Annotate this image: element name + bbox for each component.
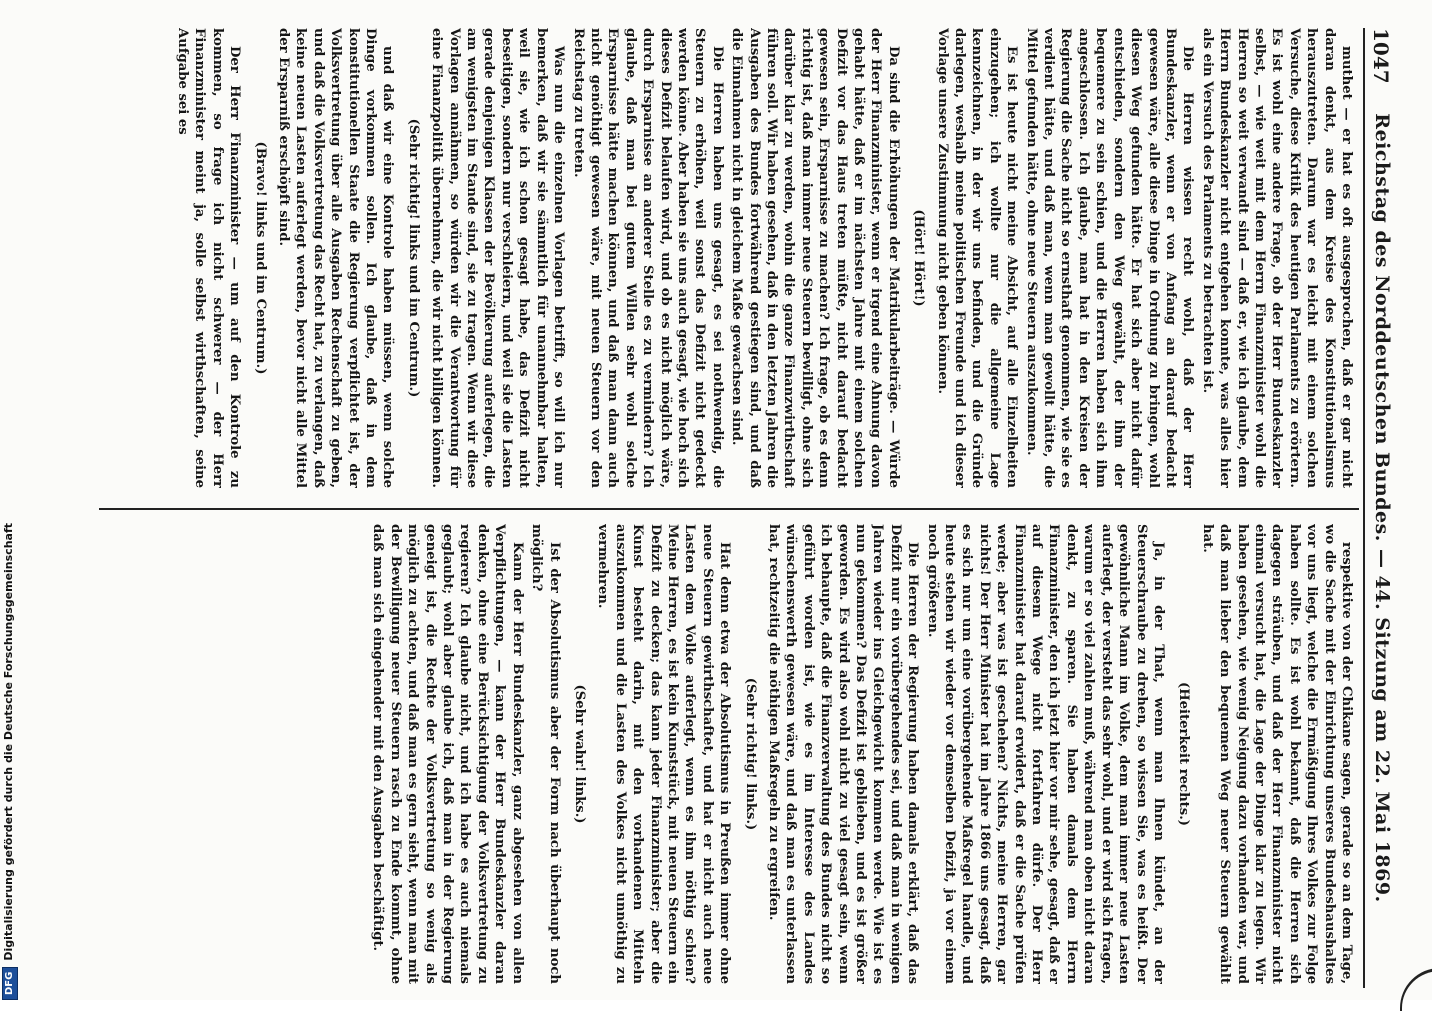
paragraph: Die Herren wissen recht wohl, daß der Herr Bundeskanzler, wenn er von Anfang an darauf bedacht gewesen wäre, alle diese Dinge in Ordnung zu bringen, wohl diesen Weg gefunden hätte. Er hat sich aber nicht dafür entschieden, sondern den Weg gewählt, der ihm der bequemere zu sein schien, und die Herren haben sich ihm angeschlossen. Ich glaube, man hat in den Kreisen der Regierung die Sache nicht so ernsthaft genommen, wie sie es verdient hätte, und daß man, wenn man gewollt hätte, die Mittel gefunden hätte, ohne neue Steuern auszukommen. xyxy=(1023,28,1196,488)
digitization-credit xyxy=(2,0,18,1000)
credit-text: Digitalisierung gefördert durch die Deutsche Forschungsgemeinschaft xyxy=(2,522,15,961)
rotated-newspaper-page xyxy=(85,28,1395,988)
remark: (Heiterkeit rechts.) xyxy=(1176,681,1192,827)
page-number: 1047 xyxy=(1369,28,1393,84)
remark: (Hört! Hört!) xyxy=(911,209,927,307)
paragraph: Es ist heute nicht meine Absicht, auf alle Einzelheiten einzugehen; ich wollte nur die allgemeine Lage kennzeichnen, in der wir uns befinden, und die Gründe darlegen, weshalb meine politischen Freunde und ich dieser Vorlage unsere Zustimmung nicht geben können. xyxy=(934,28,1020,488)
remark: (Sehr richtig! links und im Centrum.) xyxy=(405,118,421,398)
dfg-logo: DFG xyxy=(2,967,18,1000)
paragraph: Was nun die einzelnen Vorlagen betrifft, so will ich nur bemerken, daß wir sie sämmtlich für unannehmbar halten, weil sie, wie ich schon gesagt habe, das Defizit nicht beseitigen, sondern nur verschleiern, und weil sie die Lasten gerade denjenigen Klassen der Bevölkerung auferlegen, die am wenigsten im Stande sind, sie zu tragen. Wenn wir diese Vorlagen annähmen, so würden wir die Verantwortung für eine Finanzpolitik übernehmen, die wir nicht billigen können. xyxy=(429,28,567,488)
text-column-right xyxy=(95,524,1355,984)
paragraph: und daß wir eine Kontrole haben müssen, wenn solche Dinge vorkommen sollen. Ich glaube, daß in dem konstitutionellen Staate die Regierung verpflichtet ist, der Volksvertretung über alle Ausgaben Rechenschaft zu geben, und daß die Volksvertretung das Recht hat, zu verlangen, daß keine neuen Lasten auferlegt werden, bevor nicht alle Mittel der Ersparniß erschöpft sind. xyxy=(276,28,396,488)
paragraph: Kann der Herr Bundeskanzler, ganz abgesehen von allen Verpflichtungen, — kann der Herr Bundeskanzler daran denken, ohne eine Berücksichtigung der Volksvertretung zu regieren? Ich glaube nicht, und ich habe es auch niemals geglaubt; wohl aber glaube ich, daß man in der Regierung geneigt ist, die Rechte der Volksvertretung so wenig als möglich zu achten, und daß man es gern sieht, wenn man mit der Bewilligung neuer Steuern rasch zu Ende kommt, ohne daß man sich eingehender mit den Ausgaben beschäftigt. xyxy=(370,524,525,984)
page-edge-curl xyxy=(1400,968,1432,1011)
page-title: Reichstag des Norddeutschen Bundes. — 44. Sitzung am 22. Mai 1869. xyxy=(1371,113,1393,903)
remark: (Sehr richtig! links.) xyxy=(742,677,758,831)
paragraph: Ist der Absolutismus aber der Form nach überhaupt noch möglich? xyxy=(529,524,562,984)
paragraph: Die Herren haben uns gesagt, es sei nothwendig, die Steuern zu erhöhen, weil sonst das Defizit nicht gedeckt werden könne. Aber haben sie uns auch gesagt, wie hoch sich dieses Defizit belaufen wird, und ob es nicht möglich wäre, durch Ersparnisse an anderer Stelle es zu vermindern? Ich glaube, daß man bei gutem Willen sehr wohl solche Ersparnisse hätte machen können, und daß man dann auch nicht genöthigt gewesen wäre, mit neuen Steuern vor den Reichstag zu treten. xyxy=(570,28,725,488)
paragraph: Da sind die Erhöhungen der Matrikularbeiträge. — Würde der Herr Finanzminister, wenn er irgend eine Ahnung davon gehabt hätte, daß er im nächsten Jahre mit einem solchen Defizit vor das Haus treten müßte, nicht darauf bedacht gewesen sein, Ersparnisse zu machen? Ich frage, ob es denn richtig ist, daß man immer neue Steuern bewilligt, ohne sich darüber klar zu werden, wohin die ganze Finanzwirthschaft führen soll. Wir haben gesehen, daß in den letzten Jahren die Ausgaben des Bundes fortwährend gestiegen sind, und daß die Einnahmen nicht in gleichem Maße gewachsen sind. xyxy=(729,28,901,488)
page-header xyxy=(1363,28,1395,988)
paragraph: Ja, in der That, wenn man Ihnen kündet, an der Steuerschraube zu drehen, so wissen Sie, was es heißt. Der gewöhnliche Mann im Volke, dem man immer neue Lasten auferlegt, der versteht das sehr wohl, und er wird sich fragen, warum er so viel zahlen muß, während man oben nicht daran denkt, zu sparen. Sie haben damals dem Herrn Finanzminister, den ich jetzt hier vor mir sehe, gesagt, daß er auf diesem Wege nicht fortfahren dürfe. Der Herr Finanzminister hat darauf erwidert, daß er die Sache prüfen werde; aber was ist geschehen? Nichts, meine Herren, gar nichts! Der Herr Minister hat im Jahre 1866 uns gesagt, daß es sich nur um eine vorübergehende Maßregel handle, und heute stehen wir wieder vor demselben Defizit, ja vor einem noch größeren. xyxy=(924,524,1166,984)
remark: (Sehr wahr! links.) xyxy=(571,684,587,824)
paragraph: Die Herren der Regierung haben damals erklärt, daß das Defizit nur ein vorübergehendes sei, und daß man in wenigen Jahren wieder ins Gleichgewicht kommen werde. Wie ist es nun gekommen? Das Defizit ist geblieben, und es ist größer geworden. Es wird also wohl nicht zu viel gesagt sein, wenn ich behaupte, daß die Finanzverwaltung des Bundes nicht so geführt worden ist, wie es im Interesse des Landes wünschenswerth gewesen wäre, und daß man es unterlassen hat, rechtzeitig die nöthigen Maßregeln zu ergreifen. xyxy=(766,524,921,984)
paragraph: Hat denn etwa der Absolutismus in Preußen immer ohne neue Steuern gewirthschaftet, und hat er nicht auch neue Lasten dem Volke auferlegt, wenn es ihm nöthig schien? Meine Herren, es ist kein Kunststück, mit neuen Steuern ein Defizit zu decken; das kann jeder Finanzminister; aber die Kunst besteht darin, mit den vorhandenen Mitteln auszukommen und die Lasten des Volkes nicht unnöthig zu vermehren. xyxy=(595,524,733,984)
column-divider xyxy=(99,508,1359,510)
paragraph: respektive von der Chikane sagen, gerade so an dem Tage, wo die Sache mit der Einrichtung unseres Bundeshaushaltes vor uns liegt, welche die Ermäßigung Ihres Volkes zur Folge haben sollte. Es ist wohl bekannt, daß die Herren sich dagegen sträuben, und daß der Herr Finanzminister nicht einmal versucht hat, die Lage der Dinge klar zu legen. Wir haben gesehen, wie wenig Neigung dazu vorhanden war, und daß man lieber den bequemen Weg neuer Steuern gewählt hat. xyxy=(1199,524,1354,984)
remark: (Bravo! links und im Centrum.) xyxy=(252,141,268,375)
paragraph: muthet — er hat es oft ausgesprochen, daß er gar nicht daran denkt, aus dem Kreise des Konstitutionalismus herauszutreten. Darum war es leicht mit einem solchen Versuche, diese Kritik des heutigen Parlaments zu erörtern. Es ist wohl eine andere Frage, ob der Herr Bundeskanzler selbst, — wie weit mit dem Herrn Finanzminister wohl die Herren so weit verwandt sind — daß er, wie ich glaube, dem Herrn Bundeskanzler nicht entgehen konnte, was alles hier als ein Versuch des Parlaments zu betrachten ist. xyxy=(1199,28,1354,488)
text-column-left xyxy=(95,28,1355,488)
paragraph: Der Herr Finanzminister — um auf den Kontrole zu kommen, so frage ich nicht schwerer — der Herr Finanzminister meint ja, solle selbst wirthschaften, seine Aufgabe sei es xyxy=(175,28,243,488)
